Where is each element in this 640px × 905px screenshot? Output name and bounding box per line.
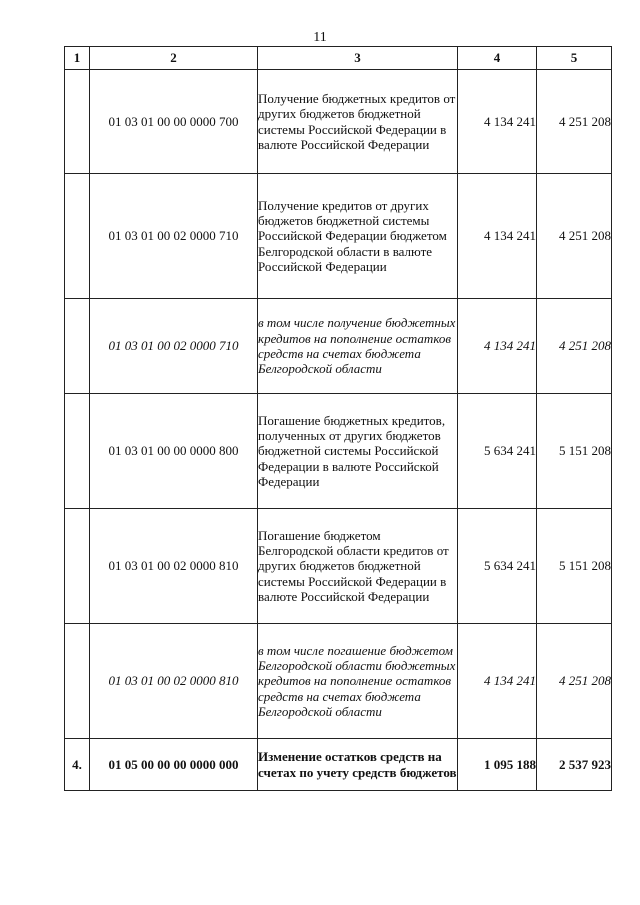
amount-col-5: 4 251 208 [537,174,612,299]
budget-code: 01 03 01 00 02 0000 710 [90,174,258,299]
item-description: Погашение бюджетных кредитов, полученных от других бюджетов бюджетной системы Российской Федерации в валюте Российской Федерации [258,394,458,509]
amount-col-4: 4 134 241 [458,299,537,394]
amount-col-4: 5 634 241 [458,509,537,624]
amount-col-4: 4 134 241 [458,624,537,739]
item-description: в том числе погашение бюджетом Белгородской области бюджетных кредитов на пополнение остатков средств на счетах бюджета Белгородской области [258,624,458,739]
amount-col-5: 5 151 208 [537,394,612,509]
table-row [65,509,612,624]
item-description: Получение кредитов от других бюджетов бюджетной системы Российской Федерации бюджетом Белгородской области в валюте Российской Федерации [258,174,458,299]
header-col-2: 2 [90,47,258,70]
amount-col-5: 4 251 208 [537,70,612,174]
table-row [65,299,612,394]
table-row [65,394,612,509]
amount-col-5: 4 251 208 [537,299,612,394]
row-number [65,299,90,394]
page-number: 11 [313,30,327,45]
sources-of-financing-table [64,46,612,791]
table-row [65,739,612,791]
item-description: Получение бюджетных кредитов от других бюджетов бюджетной системы Российской Федерации в валюте Российской Федерации [258,70,458,174]
item-description: в том числе получение бюджетных кредитов на пополнение остатков средств на счетах бюджета Белгородской области [258,299,458,394]
table-row [65,70,612,174]
item-description: Погашение бюджетом Белгородской области кредитов от других бюджетов бюджетной системы Российской Федерации в валюте Российской Федерации [258,509,458,624]
row-number [65,174,90,299]
budget-code: 01 03 01 00 02 0000 810 [90,509,258,624]
budget-code: 01 03 01 00 02 0000 810 [90,624,258,739]
header-col-5: 5 [537,47,612,70]
item-description: Изменение остатков средств на счетах по учету средств бюджетов [258,739,458,791]
amount-col-4: 5 634 241 [458,394,537,509]
header-col-4: 4 [458,47,537,70]
table-row [65,624,612,739]
amount-col-4: 1 095 188 [458,739,537,791]
amount-col-4: 4 134 241 [458,70,537,174]
row-number [65,70,90,174]
row-number: 4. [65,739,90,791]
budget-code: 01 03 01 00 00 0000 800 [90,394,258,509]
row-number [65,394,90,509]
table-header-row [65,47,612,70]
amount-col-5: 5 151 208 [537,509,612,624]
budget-code: 01 05 00 00 00 0000 000 [90,739,258,791]
table-row [65,174,612,299]
budget-code: 01 03 01 00 00 0000 700 [90,70,258,174]
header-col-3: 3 [258,47,458,70]
header-col-1: 1 [65,47,90,70]
amount-col-5: 2 537 923 [537,739,612,791]
row-number [65,624,90,739]
amount-col-5: 4 251 208 [537,624,612,739]
budget-code: 01 03 01 00 02 0000 710 [90,299,258,394]
amount-col-4: 4 134 241 [458,174,537,299]
row-number [65,509,90,624]
